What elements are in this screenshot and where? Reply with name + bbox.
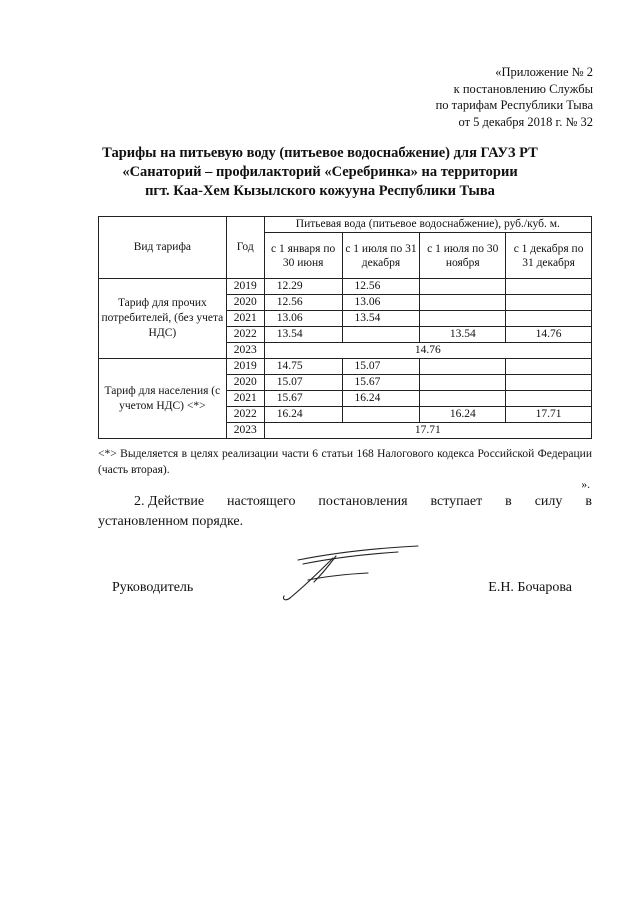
header-period-3: с 1 июля по 30 ноября <box>420 233 506 279</box>
item-2-paragraph <box>98 492 592 532</box>
document-title <box>60 144 580 201</box>
value-cell: 14.75 <box>264 359 342 375</box>
item-2-word: в <box>505 494 512 509</box>
value-cell: 12.29 <box>264 279 342 295</box>
empty-cell <box>506 311 592 327</box>
annex-line-2: к постановлению Службы <box>453 81 593 96</box>
empty-cell <box>506 391 592 407</box>
table-row <box>99 359 592 375</box>
year-cell: 2022 <box>226 407 264 423</box>
value-cell: 14.76 <box>264 343 591 359</box>
empty-cell <box>342 407 420 423</box>
header-water-group: Питьевая вода (питьевое водоснабжение), руб./куб. м. <box>264 217 591 233</box>
empty-cell <box>420 311 506 327</box>
header-year: Год <box>226 217 264 279</box>
group2-label: Тариф для населения (с учетом НДС) <*> <box>99 359 227 439</box>
value-cell: 13.54 <box>264 327 342 343</box>
empty-cell <box>342 327 420 343</box>
header-tariff-type: Вид тарифа <box>99 217 227 279</box>
header-period-2: с 1 июля по 31 декабря <box>342 233 420 279</box>
value-cell: 15.67 <box>264 391 342 407</box>
value-cell: 12.56 <box>264 295 342 311</box>
item-2-word: постановления <box>318 494 408 509</box>
signatory-role: Руководитель <box>112 580 194 595</box>
year-cell: 2022 <box>226 327 264 343</box>
year-cell: 2023 <box>226 423 264 439</box>
empty-cell <box>506 375 592 391</box>
value-cell: 12.56 <box>342 279 420 295</box>
empty-cell <box>420 391 506 407</box>
value-cell: 13.06 <box>342 295 420 311</box>
value-cell: 16.24 <box>342 391 420 407</box>
item-2-word: силу <box>534 494 563 509</box>
year-cell: 2019 <box>226 359 264 375</box>
year-cell: 2023 <box>226 343 264 359</box>
annex-block <box>436 64 593 130</box>
year-cell: 2020 <box>226 375 264 391</box>
value-cell: 15.07 <box>342 359 420 375</box>
title-line-2: «Санаторий – профилакторий «Серебринка» на территории <box>122 164 518 180</box>
empty-cell <box>420 295 506 311</box>
annex-line-1: «Приложение № 2 <box>495 65 593 79</box>
signatory-name: Е.Н. Бочарова <box>488 580 572 595</box>
table-row <box>99 279 592 295</box>
value-cell: 17.71 <box>506 407 592 423</box>
title-line-3: пгт. Каа-Хем Кызылского кожууна Республики Тыва <box>145 183 495 199</box>
tariff-table <box>98 216 592 439</box>
value-cell: 15.67 <box>342 375 420 391</box>
handwritten-signature <box>278 538 428 608</box>
item-2-word: в <box>585 494 592 509</box>
annex-line-4: от 5 декабря 2018 г. № 32 <box>458 114 593 129</box>
header-period-1: с 1 января по 30 июня <box>264 233 342 279</box>
empty-cell <box>506 359 592 375</box>
value-cell: 14.76 <box>506 327 592 343</box>
value-cell: 16.24 <box>264 407 342 423</box>
header-period-4: с 1 декабря по 31 декабря <box>506 233 592 279</box>
empty-cell <box>420 375 506 391</box>
item-2-word: 2. Действие <box>134 494 205 509</box>
year-cell: 2019 <box>226 279 264 295</box>
item-2-word: настоящего <box>227 494 296 509</box>
annex-line-3: по тарифам Республики Тыва <box>435 98 593 112</box>
empty-cell <box>420 279 506 295</box>
title-line-1: Тарифы на питьевую воду (питьевое водоснабжение) для ГАУЗ РТ <box>102 145 538 161</box>
value-cell: 17.71 <box>264 423 591 439</box>
value-cell: 13.06 <box>264 311 342 327</box>
footnote: <*> Выделяется в целях реализации части 6 статьи 168 Налогового кодекса Российской Федерации (часть вторая). <box>98 448 592 476</box>
year-cell: 2020 <box>226 295 264 311</box>
closing-quote: ». <box>581 479 590 491</box>
empty-cell <box>506 295 592 311</box>
item-2-line-1 <box>98 492 592 512</box>
value-cell: 13.54 <box>342 311 420 327</box>
year-cell: 2021 <box>226 311 264 327</box>
empty-cell <box>420 359 506 375</box>
value-cell: 13.54 <box>420 327 506 343</box>
value-cell: 16.24 <box>420 407 506 423</box>
year-cell: 2021 <box>226 391 264 407</box>
group1-label: Тариф для прочих потребителей, (без учета НДС) <box>99 279 227 359</box>
item-2-word: вступает <box>430 494 483 509</box>
value-cell: 15.07 <box>264 375 342 391</box>
item-2-line-2: установленном порядке. <box>98 514 244 529</box>
empty-cell <box>506 279 592 295</box>
